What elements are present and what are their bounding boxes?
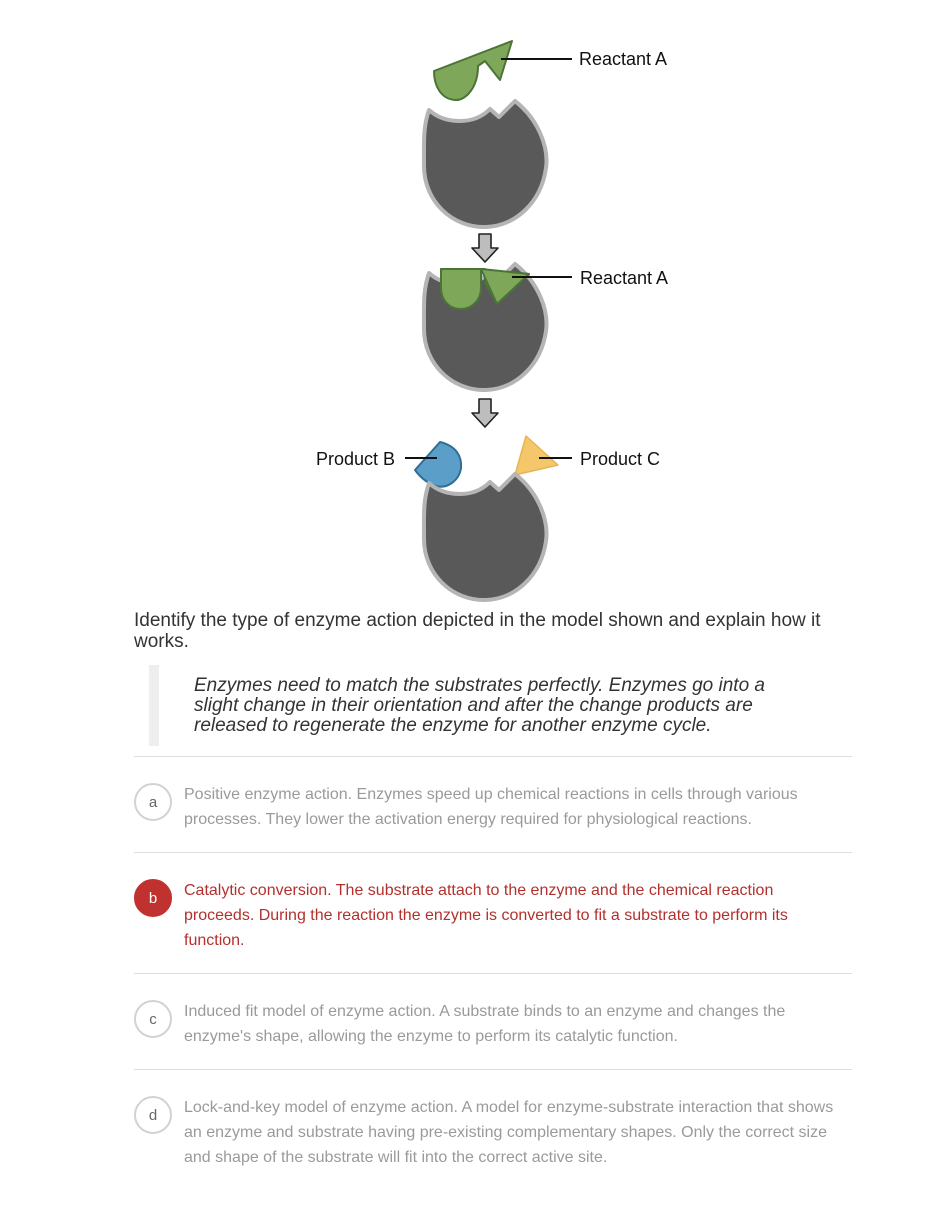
option-b-radio[interactable]: b xyxy=(134,879,172,917)
divider xyxy=(134,756,852,757)
product-b-shape xyxy=(415,442,461,487)
option-d-radio[interactable]: d xyxy=(134,1096,172,1134)
option-d-text[interactable]: Lock-and-key model of enzyme action. A model for enzyme-substrate interaction that shows an enzyme and substrate having pre-existing complementary shapes. Only the correct size and shape of the substrate will fit into the correct active site. xyxy=(184,1099,834,1166)
down-arrow-2 xyxy=(472,399,498,427)
enzyme-bottom xyxy=(424,474,547,600)
option-a-radio[interactable]: a xyxy=(134,783,172,821)
product-c-shape xyxy=(515,436,558,475)
enzyme-top xyxy=(424,101,547,227)
question-text: Identify the type of enzyme action depicted in the model shown and explain how it works. xyxy=(134,610,821,652)
divider xyxy=(134,852,852,853)
divider xyxy=(134,973,852,974)
divider xyxy=(134,1069,852,1070)
student-answer-quote xyxy=(149,665,852,746)
option-a-text[interactable]: Positive enzyme action. Enzymes speed up chemical reactions in cells through various processes. They lower the activation energy required for physiological reactions. xyxy=(184,786,798,828)
reactant-a-substrate-top xyxy=(434,41,512,100)
reactant-a-top-label: Reactant A xyxy=(579,49,668,69)
reactant-a-middle-label: Reactant A xyxy=(580,268,669,288)
student-answer-text: Enzymes need to match the substrates perfectly. Enzymes go into a slight change in their orientation and after the change products are released to regenerate the enzyme for another enzyme cycle. xyxy=(194,675,765,736)
down-arrow-1 xyxy=(472,234,498,262)
option-c-radio[interactable]: c xyxy=(134,1000,172,1038)
product-c-label: Product C xyxy=(580,449,661,469)
product-b-label: Product B xyxy=(316,449,396,469)
option-b-text[interactable]: Catalytic conversion. The substrate attach to the enzyme and the chemical reaction proceeds. During the reaction the enzyme is converted to fit a substrate to perform its function. xyxy=(184,882,788,949)
option-c-text[interactable]: Induced fit model of enzyme action. A substrate binds to an enzyme and changes the enzyme's shape, allowing the enzyme to perform its catalytic function. xyxy=(184,1003,786,1045)
